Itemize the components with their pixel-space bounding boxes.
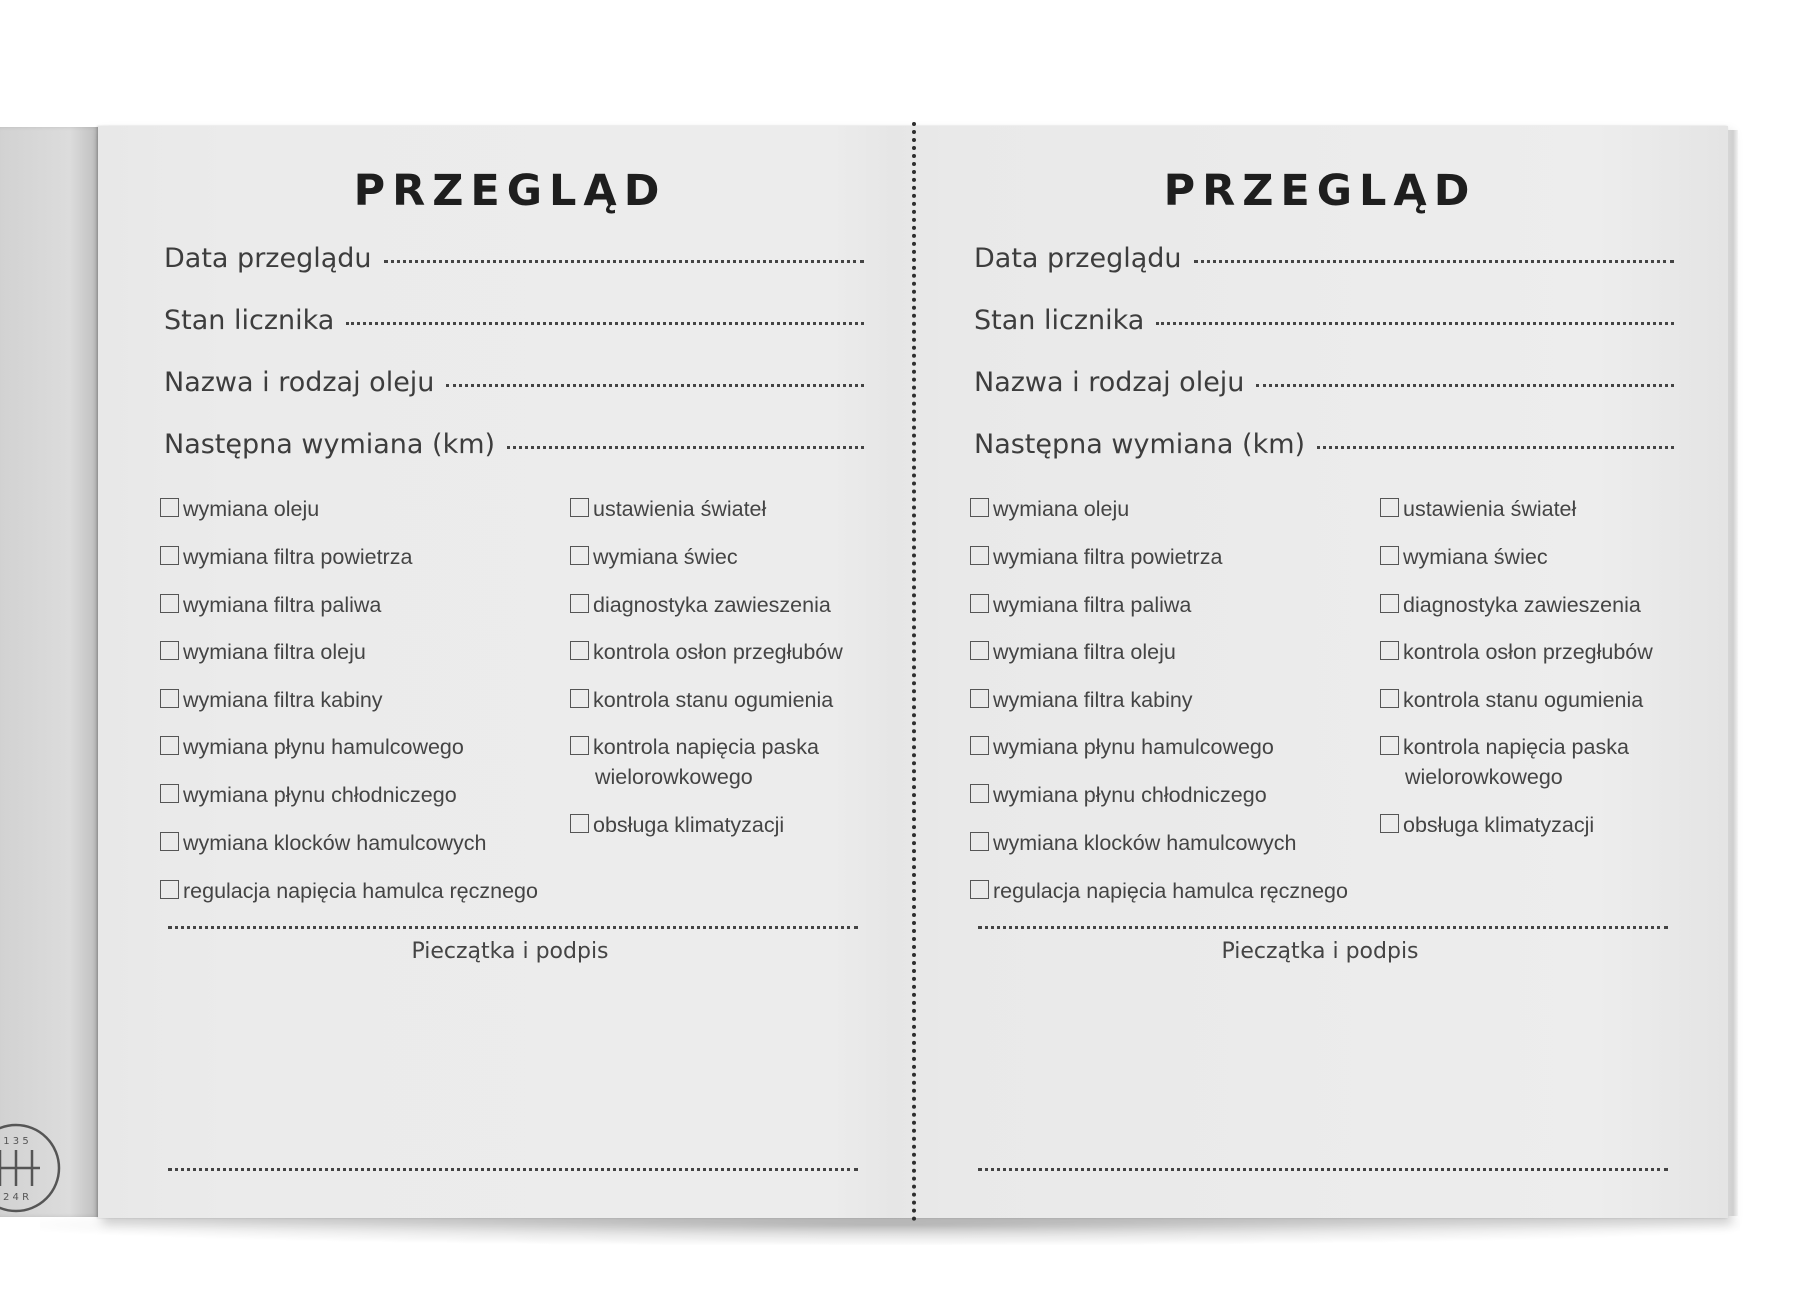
- field-label: Data przeglądu: [974, 243, 1182, 274]
- fill-in-line: [1194, 260, 1674, 263]
- checklist-item[interactable]: [160, 542, 412, 572]
- checkbox[interactable]: [160, 546, 179, 565]
- checkbox[interactable]: [570, 546, 589, 565]
- checklist-item[interactable]: [970, 780, 1267, 810]
- page-title: PRZEGLĄD: [1163, 166, 1477, 216]
- signature-line[interactable]: [978, 926, 1668, 929]
- checklist-label: wymiana oleju: [183, 497, 320, 521]
- checklist-item[interactable]: [570, 542, 738, 572]
- svg-text:2 4 R: 2 4 R: [2, 1192, 30, 1203]
- fill-in-line: [507, 446, 864, 449]
- checkbox[interactable]: [160, 641, 179, 660]
- checklist-label-continued: [1405, 762, 1563, 792]
- checklist-item[interactable]: [1380, 637, 1653, 667]
- checkbox[interactable]: [970, 546, 989, 565]
- checklist-item[interactable]: [570, 810, 784, 840]
- checklist-label: wymiana klocków hamulcowych: [183, 831, 487, 855]
- checklist-item[interactable]: [160, 780, 457, 810]
- checklist-item[interactable]: [970, 542, 1222, 572]
- checklist-label: wymiana świec: [593, 545, 738, 569]
- bottom-fill-line[interactable]: [978, 1168, 1668, 1171]
- checklist-item[interactable]: [570, 494, 766, 524]
- checklist-label: wymiana oleju: [993, 497, 1130, 521]
- checkbox[interactable]: [970, 784, 989, 803]
- svg-text:1 3 5: 1 3 5: [3, 1136, 29, 1147]
- perforation-line: [912, 122, 916, 1222]
- checkbox[interactable]: [160, 594, 179, 613]
- field-label: Nazwa i rodzaj oleju: [974, 367, 1245, 398]
- checklist-label: kontrola osłon przegłubów: [593, 640, 843, 664]
- checkbox[interactable]: [1380, 689, 1399, 708]
- checklist-item[interactable]: [160, 876, 538, 906]
- signature-label: Pieczątka i podpis: [1221, 939, 1419, 964]
- checkbox[interactable]: [160, 689, 179, 708]
- checklist-label: kontrola osłon przegłubów: [1403, 640, 1653, 664]
- checklist-label: kontrola napięcia paska: [1403, 735, 1629, 759]
- checklist-label: wielorowkowego: [595, 765, 753, 789]
- checklist-item[interactable]: [570, 637, 843, 667]
- checkbox[interactable]: [160, 832, 179, 851]
- checklist-label: wymiana filtra powietrza: [993, 545, 1223, 569]
- checkbox[interactable]: [160, 784, 179, 803]
- checklist-item[interactable]: [970, 685, 1193, 715]
- checkbox[interactable]: [970, 594, 989, 613]
- fill-in-line: [1317, 446, 1674, 449]
- checklist-label: diagnostyka zawieszenia: [593, 593, 831, 617]
- checkbox[interactable]: [970, 880, 989, 899]
- gear-shift-icon: [0, 1122, 62, 1214]
- checklist-label: wymiana filtra oleju: [993, 640, 1176, 664]
- checkbox[interactable]: [970, 736, 989, 755]
- checklist-item[interactable]: [570, 590, 831, 620]
- checklist-label: wielorowkowego: [1405, 765, 1563, 789]
- checkbox[interactable]: [570, 689, 589, 708]
- checklist-item[interactable]: [970, 828, 1297, 858]
- checklist-label: ustawienia świateł: [1403, 497, 1577, 521]
- fill-in-line: [384, 260, 864, 263]
- checklist-label-continued: [595, 762, 753, 792]
- checklist-item[interactable]: [970, 876, 1348, 906]
- checklist-label: wymiana płynu chłodniczego: [183, 783, 457, 807]
- checklist-item[interactable]: [970, 637, 1176, 667]
- checklist-label: regulacja napięcia hamulca ręcznego: [993, 879, 1348, 903]
- checklist-label: wymiana filtra oleju: [183, 640, 366, 664]
- field-label: Nazwa i rodzaj oleju: [164, 367, 435, 398]
- checkbox[interactable]: [1380, 498, 1399, 517]
- checklist-label: wymiana płynu hamulcowego: [993, 735, 1274, 759]
- inspection-date-field[interactable]: [164, 243, 864, 283]
- checkbox[interactable]: [970, 689, 989, 708]
- checklist-item[interactable]: [160, 685, 383, 715]
- checklist-label: wymiana płynu chłodniczego: [993, 783, 1267, 807]
- checklist-item[interactable]: [1380, 494, 1576, 524]
- checklist-label: ustawienia świateł: [593, 497, 767, 521]
- checklist-label: kontrola stanu ogumienia: [593, 688, 834, 712]
- checklist-label: wymiana filtra kabiny: [183, 688, 383, 712]
- checklist-item[interactable]: [970, 494, 1129, 524]
- checkbox[interactable]: [970, 498, 989, 517]
- field-label: Stan licznika: [974, 305, 1145, 336]
- checkbox[interactable]: [970, 641, 989, 660]
- checkbox[interactable]: [570, 498, 589, 517]
- checkbox[interactable]: [1380, 814, 1399, 833]
- fill-in-line: [1156, 322, 1674, 325]
- bottom-fill-line[interactable]: [168, 1168, 858, 1171]
- checklist-label: regulacja napięcia hamulca ręcznego: [183, 879, 538, 903]
- checklist-item[interactable]: [1380, 542, 1548, 572]
- field-label: Stan licznika: [164, 305, 335, 336]
- checklist-item[interactable]: [1380, 685, 1643, 715]
- oil-type-field[interactable]: [164, 367, 864, 407]
- field-label: Następna wymiana (km): [974, 429, 1306, 460]
- checkbox[interactable]: [160, 736, 179, 755]
- checklist-label: wymiana filtra kabiny: [993, 688, 1193, 712]
- checkbox[interactable]: [160, 498, 179, 517]
- checklist-item[interactable]: [160, 494, 319, 524]
- next-change-field[interactable]: [164, 429, 864, 469]
- checkbox[interactable]: [570, 814, 589, 833]
- checkbox[interactable]: [570, 641, 589, 660]
- previous-sheet: [0, 127, 100, 1217]
- odometer-field[interactable]: [164, 305, 864, 345]
- checkbox[interactable]: [1380, 546, 1399, 565]
- service-page-left: [160, 126, 880, 1216]
- checkbox[interactable]: [1380, 594, 1399, 613]
- checklist-item[interactable]: [970, 732, 1274, 762]
- checklist-item[interactable]: [970, 590, 1191, 620]
- service-page-right: [970, 126, 1690, 1216]
- fill-in-line: [346, 322, 864, 325]
- checklist-label: diagnostyka zawieszenia: [1403, 593, 1641, 617]
- checklist-item[interactable]: [570, 732, 819, 762]
- checklist-item[interactable]: [160, 637, 366, 667]
- signature-line[interactable]: [168, 926, 858, 929]
- next-change-field[interactable]: [974, 429, 1674, 469]
- checklist-item[interactable]: [1380, 590, 1641, 620]
- inspection-date-field[interactable]: [974, 243, 1674, 283]
- page-edge: [1728, 130, 1738, 1216]
- checklist-label: obsługa klimatyzacji: [593, 813, 785, 837]
- checklist-label: wymiana filtra powietrza: [183, 545, 413, 569]
- signature-label: Pieczątka i podpis: [411, 939, 609, 964]
- checklist-item[interactable]: [1380, 810, 1594, 840]
- checklist-label: wymiana świec: [1403, 545, 1548, 569]
- checklist-item[interactable]: [160, 590, 381, 620]
- fill-in-line: [1256, 384, 1674, 387]
- oil-type-field[interactable]: [974, 367, 1674, 407]
- field-label: Następna wymiana (km): [164, 429, 496, 460]
- checklist-item[interactable]: [570, 685, 833, 715]
- checklist-label: obsługa klimatyzacji: [1403, 813, 1595, 837]
- page-title: PRZEGLĄD: [353, 166, 667, 216]
- checkbox[interactable]: [1380, 641, 1399, 660]
- checkbox[interactable]: [570, 736, 589, 755]
- checklist-item[interactable]: [160, 732, 464, 762]
- checklist-label: wymiana filtra paliwa: [993, 593, 1192, 617]
- checklist-label: kontrola napięcia paska: [593, 735, 819, 759]
- checklist-item[interactable]: [160, 828, 487, 858]
- checklist-label: wymiana płynu hamulcowego: [183, 735, 464, 759]
- checkbox[interactable]: [970, 832, 989, 851]
- checkbox[interactable]: [1380, 736, 1399, 755]
- checklist-label: wymiana filtra paliwa: [183, 593, 382, 617]
- fill-in-line: [446, 384, 864, 387]
- checklist-item[interactable]: [1380, 732, 1629, 762]
- field-label: Data przeglądu: [164, 243, 372, 274]
- checkbox[interactable]: [570, 594, 589, 613]
- checklist-label: wymiana klocków hamulcowych: [993, 831, 1297, 855]
- checkbox[interactable]: [160, 880, 179, 899]
- checklist-label: kontrola stanu ogumienia: [1403, 688, 1644, 712]
- odometer-field[interactable]: [974, 305, 1674, 345]
